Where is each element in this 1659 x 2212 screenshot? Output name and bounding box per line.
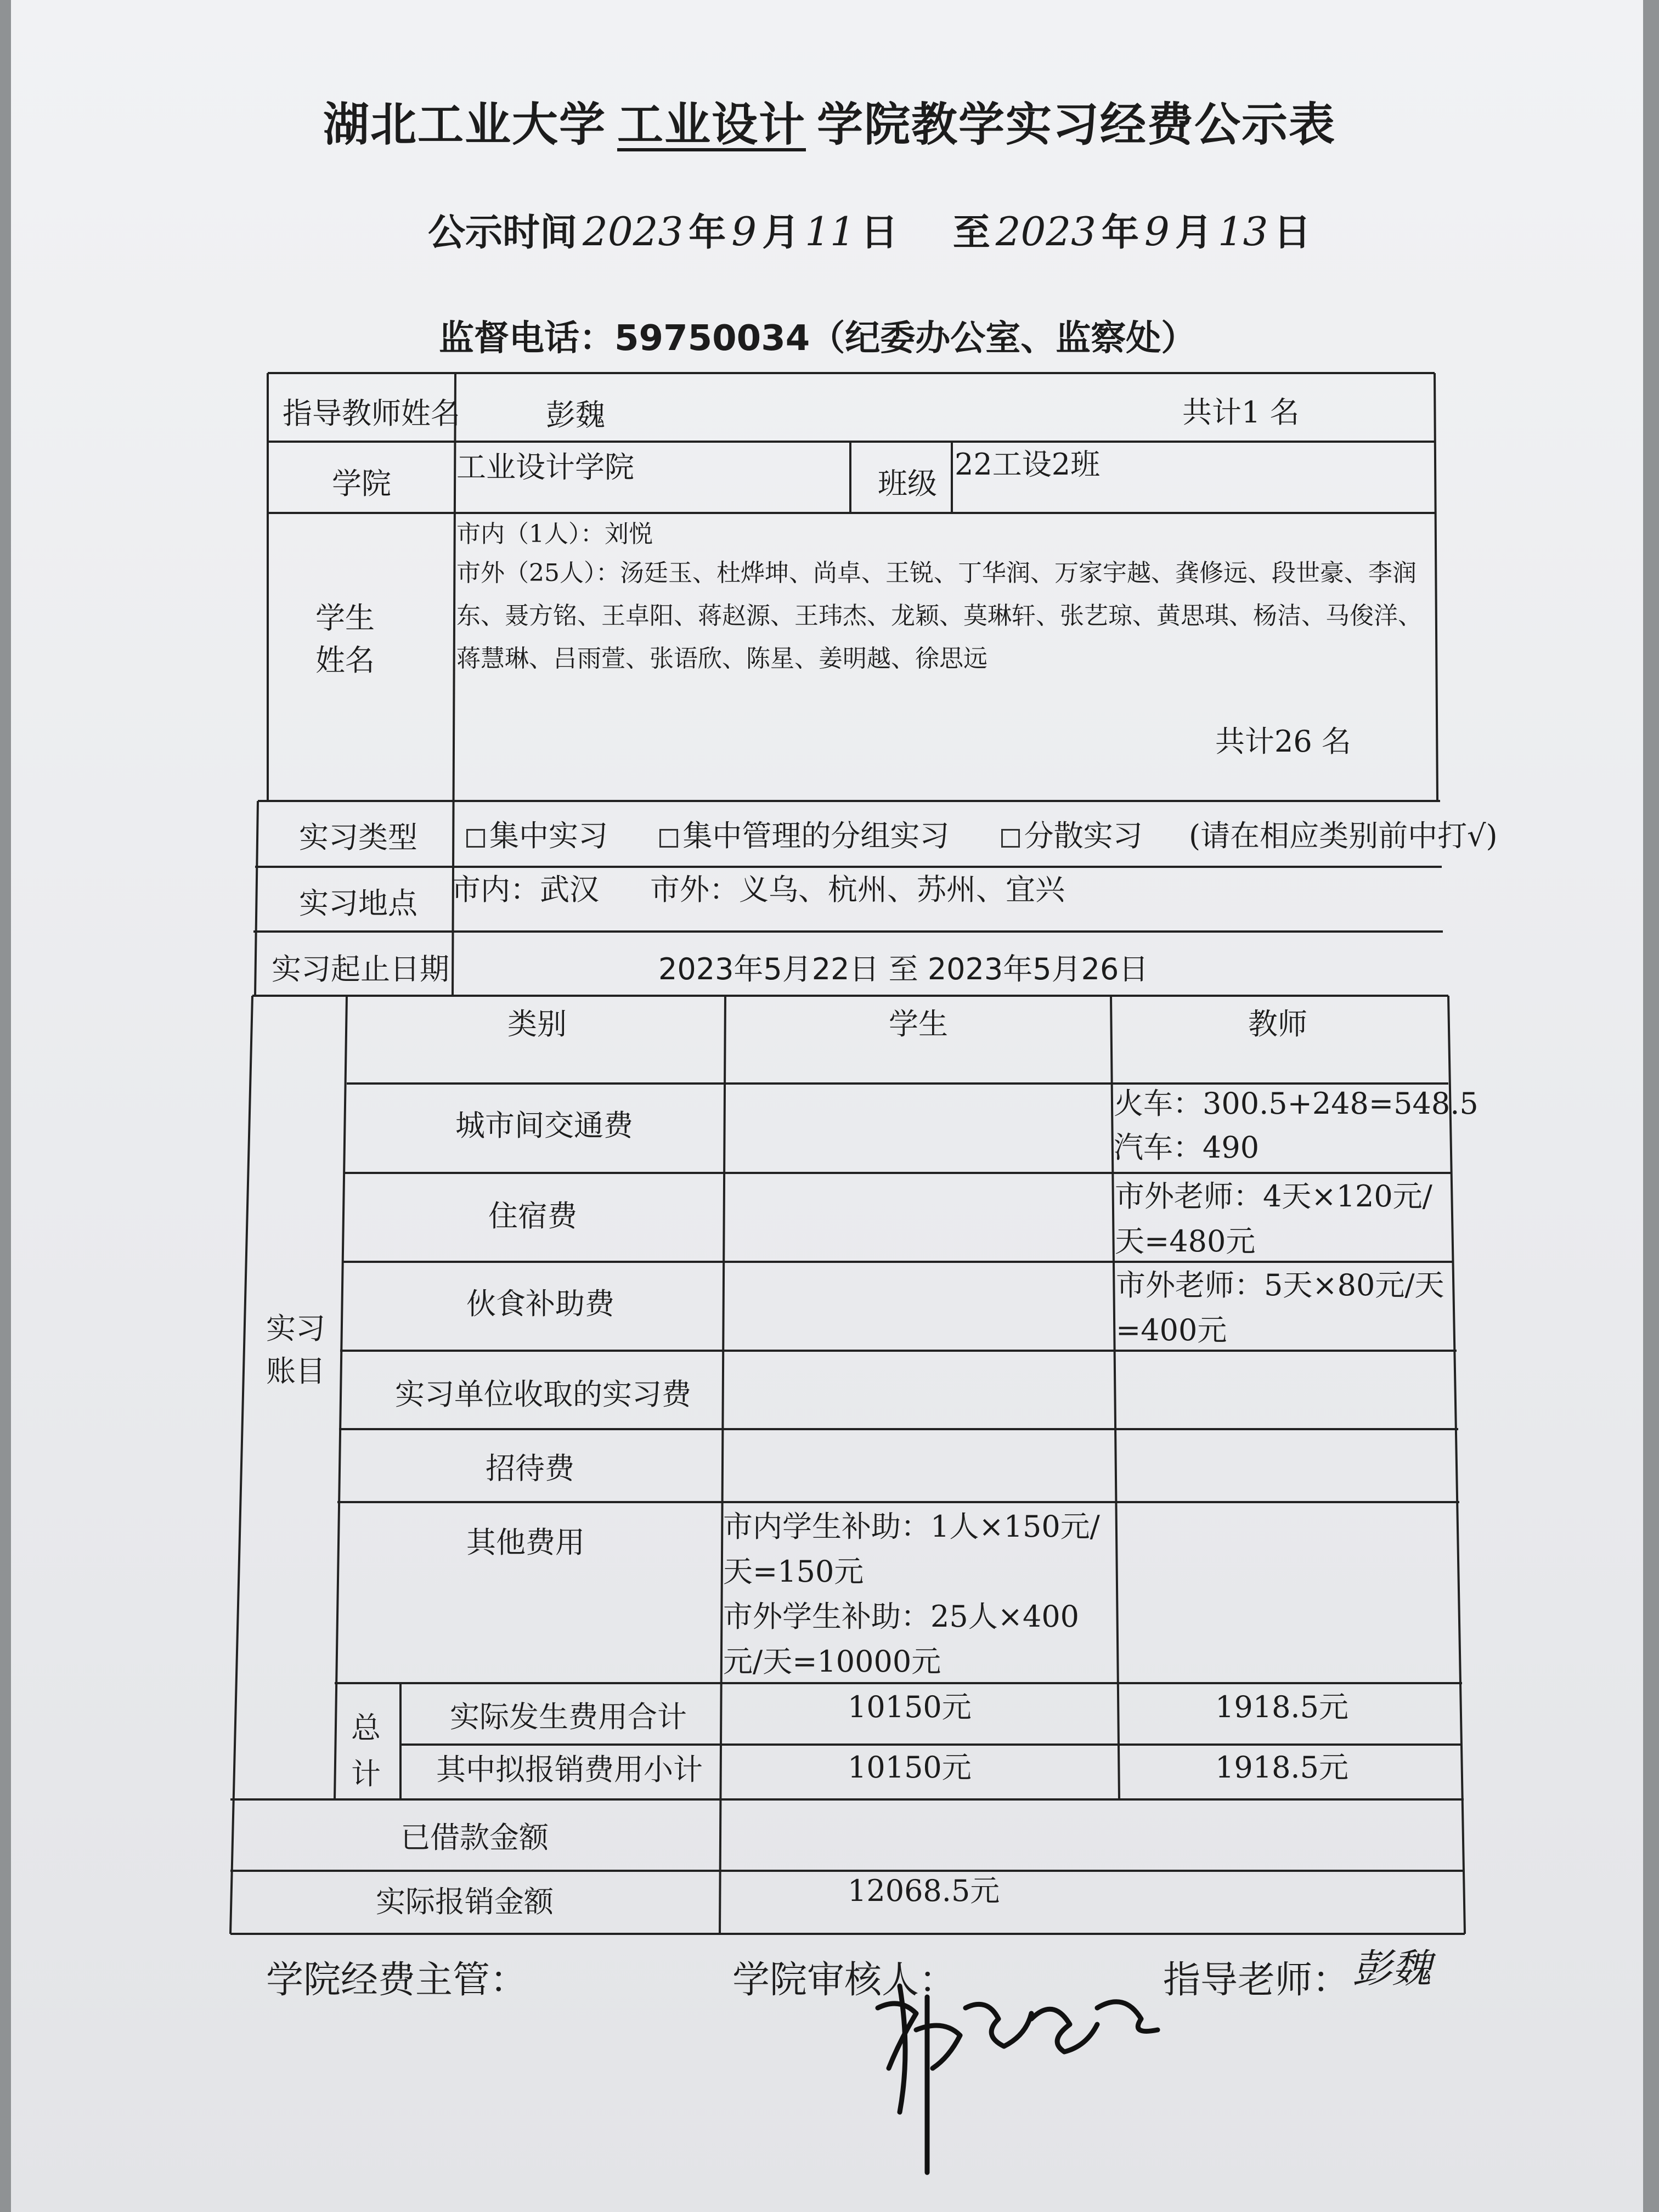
title-prefix: 湖北工业大学 bbox=[323, 98, 606, 151]
option-1-checkbox[interactable] bbox=[466, 829, 485, 848]
phone-label: 监督电话： bbox=[439, 318, 614, 359]
end-month: 9 bbox=[1144, 208, 1170, 255]
actual-student: 10150元 bbox=[848, 1690, 972, 1724]
actual-label: 实际发生费用合计 bbox=[450, 1700, 687, 1734]
end-year: 2023 bbox=[995, 208, 1096, 255]
actual-teacher: 1918.5元 bbox=[1215, 1690, 1348, 1724]
reimburse-label: 其中拟报销费用小计 bbox=[436, 1752, 703, 1787]
lodging-teacher: 市外老师：4天×120元/天=480元 bbox=[1115, 1179, 1432, 1259]
location-local: 市内：武汉 bbox=[451, 872, 599, 907]
college-value: 工业设计学院 bbox=[456, 450, 634, 484]
borrowed-label: 已借款金额 bbox=[400, 1820, 549, 1855]
advisor-signature: 彭魏 bbox=[1352, 1945, 1432, 1991]
start-day: 11 bbox=[805, 208, 855, 255]
year-char-1: 年 bbox=[689, 211, 726, 255]
title-college: 工业设计 bbox=[617, 98, 806, 151]
practice-type-label: 实习类型 bbox=[299, 820, 417, 855]
finance-supervisor-label: 学院经费主管： bbox=[266, 1959, 528, 2002]
date-to: 至 bbox=[952, 211, 990, 255]
end-day: 13 bbox=[1217, 208, 1268, 255]
other-student-1: 市内学生补助：1人×150元/天=150元 bbox=[723, 1509, 1100, 1589]
practice-type-note: (请在相应类别前中打√) bbox=[1189, 819, 1498, 853]
option-2-checkbox[interactable] bbox=[659, 829, 678, 848]
final-label: 实际报销金额 bbox=[376, 1884, 554, 1919]
reimburse-student: 10150元 bbox=[848, 1750, 972, 1785]
period-value: 2023年5月22日 至 2023年5月26日 bbox=[658, 952, 1149, 986]
accounts-label-2: 账目 bbox=[266, 1354, 325, 1389]
transport-teacher-1: 火车：300.5+248=548.5 bbox=[1114, 1086, 1479, 1121]
other-student-2: 市外学生补助：25人×400元/天=10000元 bbox=[723, 1599, 1080, 1679]
students-label-1: 学生 bbox=[315, 601, 375, 635]
location-label: 实习地点 bbox=[299, 886, 417, 921]
meals-teacher: 市外老师：5天×80元/天=400元 bbox=[1116, 1268, 1444, 1347]
month-char-2: 月 bbox=[1175, 211, 1212, 255]
hospitality-label: 招待费 bbox=[486, 1451, 574, 1486]
total-label-1: 总 bbox=[351, 1711, 381, 1745]
total-label-2: 计 bbox=[351, 1757, 381, 1791]
class-value: 22工设2班 bbox=[955, 447, 1101, 482]
day-char-1: 日 bbox=[860, 211, 898, 255]
day-char-2: 日 bbox=[1273, 211, 1311, 255]
title-suffix: 学院教学实习经费公示表 bbox=[817, 98, 1336, 151]
students-label-2: 姓名 bbox=[315, 643, 375, 678]
header-student: 学生 bbox=[889, 1007, 948, 1041]
lodging-label: 住宿费 bbox=[488, 1199, 577, 1233]
transport-teacher-2: 汽车：490 bbox=[1114, 1130, 1260, 1165]
header-teacher: 教师 bbox=[1248, 1007, 1307, 1041]
meals-label: 伙食补助费 bbox=[466, 1286, 614, 1321]
final-value: 12068.5元 bbox=[848, 1874, 1000, 1908]
class-label: 班级 bbox=[878, 466, 937, 501]
start-month: 9 bbox=[731, 208, 757, 255]
accounts-label-1: 实习 bbox=[266, 1311, 325, 1346]
reviewer-signature bbox=[867, 1975, 1174, 2194]
practice-type-options bbox=[466, 819, 1498, 854]
students-total: 共计26 名 bbox=[1215, 724, 1351, 759]
location-nonlocal: 市外：义乌、杭州、苏州、宜兴 bbox=[650, 872, 1065, 907]
publicity-label: 公示时间 bbox=[428, 211, 578, 255]
period-label: 实习起止日期 bbox=[272, 952, 449, 986]
teacher-label: 指导教师姓名 bbox=[283, 396, 460, 431]
reimburse-teacher: 1918.5元 bbox=[1215, 1750, 1348, 1785]
transport-label: 城市间交通费 bbox=[455, 1108, 633, 1143]
students-nonlocal: 市外（25人）：汤廷玉、杜烨坤、尚卓、王锐、丁华润、万家宇越、龚修远、段世豪、李润东、聂方铭、王卓阳、蒋赵源、王玮杰、龙颖、莫琳轩、张艺琼、黄思琪、杨洁、马俊洋、蒋慧琳、吕雨萱、张语欣、陈星、姜明越、徐思远 bbox=[456, 559, 1422, 673]
teacher-name: 彭魏 bbox=[546, 398, 605, 432]
option-3-label: 分散实习 bbox=[1024, 819, 1143, 853]
students-local: 市内（1人）：刘悦 bbox=[456, 520, 653, 548]
year-char-2: 年 bbox=[1101, 211, 1139, 255]
teacher-total: 共计1 名 bbox=[1182, 395, 1300, 430]
phone-note: （纪委办公室、监察处） bbox=[810, 318, 1197, 359]
college-label: 学院 bbox=[332, 466, 391, 501]
option-3-checkbox[interactable] bbox=[1001, 829, 1020, 848]
review-label: 学院审核人： bbox=[732, 1959, 957, 2002]
unit-fee-label: 实习单位收取的实习费 bbox=[395, 1377, 691, 1412]
option-2-label: 集中管理的分组实习 bbox=[682, 819, 950, 853]
header-category: 类别 bbox=[507, 1007, 567, 1041]
month-char-1: 月 bbox=[762, 211, 800, 255]
other-label: 其他费用 bbox=[466, 1525, 585, 1560]
phone-number: 59750034 bbox=[614, 318, 810, 359]
start-year: 2023 bbox=[583, 208, 684, 255]
option-1-label: 集中实习 bbox=[489, 819, 608, 853]
advisor-label: 指导老师： bbox=[1163, 1959, 1350, 2002]
